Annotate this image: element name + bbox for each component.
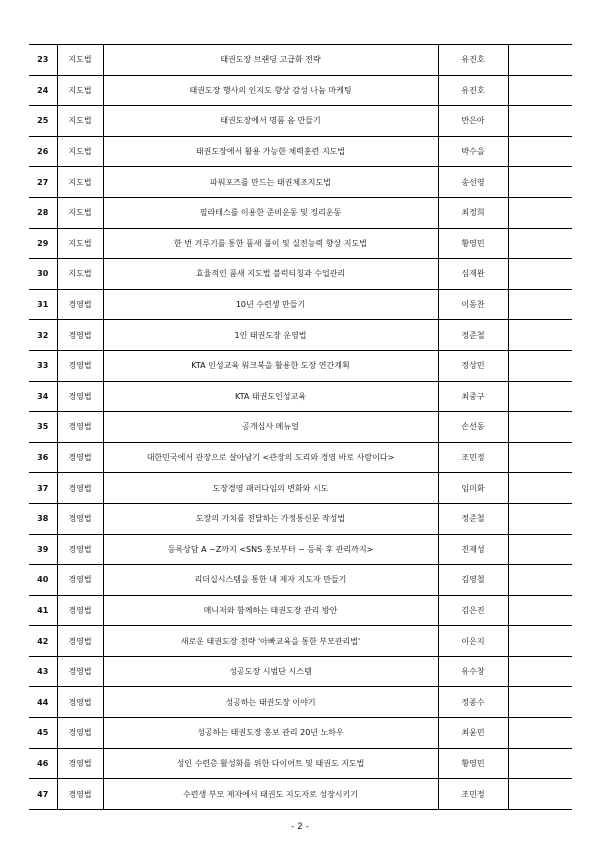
row-category: 경영법 — [57, 626, 103, 657]
row-category: 경영법 — [57, 748, 103, 779]
row-title: 공개심사 메뉴얼 — [103, 412, 438, 443]
row-number: 34 — [29, 381, 57, 412]
row-number: 38 — [29, 503, 57, 534]
table-row — [29, 320, 572, 351]
row-empty-cell — [508, 565, 572, 596]
row-author: 이은지 — [438, 626, 508, 657]
row-number: 32 — [29, 320, 57, 351]
row-category: 경영법 — [57, 381, 103, 412]
row-number: 40 — [29, 565, 57, 596]
table-row — [29, 534, 572, 565]
row-empty-cell — [508, 534, 572, 565]
row-number: 47 — [29, 779, 57, 810]
row-empty-cell — [508, 656, 572, 687]
table-row — [29, 687, 572, 718]
row-author: 최정희 — [438, 197, 508, 228]
row-number: 46 — [29, 748, 57, 779]
table-row — [29, 503, 572, 534]
row-empty-cell — [508, 381, 572, 412]
row-category: 경영법 — [57, 320, 103, 351]
row-author: 송선영 — [438, 167, 508, 198]
row-title: 성인 수련층 활성화를 위한 다이어트 및 태권도 지도법 — [103, 748, 438, 779]
row-empty-cell — [508, 503, 572, 534]
row-author: 황영민 — [438, 228, 508, 259]
row-title: KTA 인성교육 워크북을 활용한 도장 연간계획 — [103, 350, 438, 381]
row-category: 경영법 — [57, 503, 103, 534]
row-number: 35 — [29, 412, 57, 443]
row-title: 매니저와 함께하는 태권도장 관리 방안 — [103, 595, 438, 626]
row-number: 45 — [29, 718, 57, 749]
row-author: 정준철 — [438, 503, 508, 534]
row-category: 경영법 — [57, 779, 103, 810]
row-number: 44 — [29, 687, 57, 718]
row-empty-cell — [508, 106, 572, 137]
row-number: 33 — [29, 350, 57, 381]
table-row — [29, 779, 572, 810]
row-number: 41 — [29, 595, 57, 626]
row-empty-cell — [508, 595, 572, 626]
table-row — [29, 167, 572, 198]
row-author: 김은진 — [438, 595, 508, 626]
row-author: 유진호 — [438, 45, 508, 76]
row-category: 지도법 — [57, 197, 103, 228]
row-empty-cell — [508, 718, 572, 749]
row-title: KTA 태권도인성교육 — [103, 381, 438, 412]
row-title: 도장경영 패러다임의 변화와 시도 — [103, 473, 438, 504]
row-number: 29 — [29, 228, 57, 259]
row-empty-cell — [508, 289, 572, 320]
row-number: 25 — [29, 106, 57, 137]
table-row — [29, 197, 572, 228]
table-row — [29, 106, 572, 137]
row-title: 성공도장 시범단 시스템 — [103, 656, 438, 687]
row-empty-cell — [508, 228, 572, 259]
row-author: 황영민 — [438, 748, 508, 779]
table-row — [29, 656, 572, 687]
row-number: 28 — [29, 197, 57, 228]
row-author: 이동찬 — [438, 289, 508, 320]
row-category: 지도법 — [57, 136, 103, 167]
table-row — [29, 473, 572, 504]
row-number: 43 — [29, 656, 57, 687]
row-category: 경영법 — [57, 534, 103, 565]
table-row — [29, 595, 572, 626]
row-title: 성공하는 태권도장 홍보 관리 20년 노하우 — [103, 718, 438, 749]
row-title: 등록상담 A ~Z까지 <SNS 홍보부터 ~ 등록 후 관리까지> — [103, 534, 438, 565]
table-row — [29, 136, 572, 167]
row-author: 임미화 — [438, 473, 508, 504]
row-category: 경영법 — [57, 687, 103, 718]
curriculum-table — [29, 44, 572, 810]
row-author: 손선동 — [438, 412, 508, 443]
row-title: 태권도장에서 활용 가능한 체력훈련 지도법 — [103, 136, 438, 167]
row-title: 10년 수련생 만들기 — [103, 289, 438, 320]
table-row — [29, 748, 572, 779]
table-row — [29, 381, 572, 412]
row-category: 경영법 — [57, 442, 103, 473]
row-title: 태권도장 브랜딩 고급화 전략 — [103, 45, 438, 76]
row-author: 유수창 — [438, 656, 508, 687]
table-row — [29, 259, 572, 290]
row-title: 1인 태권도장 운영법 — [103, 320, 438, 351]
table-row — [29, 718, 572, 749]
row-category: 지도법 — [57, 45, 103, 76]
row-empty-cell — [508, 45, 572, 76]
row-author: 심재완 — [438, 259, 508, 290]
table-body — [29, 45, 572, 810]
table-row — [29, 45, 572, 76]
row-number: 31 — [29, 289, 57, 320]
row-number: 37 — [29, 473, 57, 504]
row-title: 태권도장에서 명품 옴 만들기 — [103, 106, 438, 137]
row-empty-cell — [508, 167, 572, 198]
row-empty-cell — [508, 626, 572, 657]
row-number: 30 — [29, 259, 57, 290]
row-title: 리더십시스템을 통한 내 제자 지도자 만들기 — [103, 565, 438, 596]
row-category: 지도법 — [57, 75, 103, 106]
row-title: 새로운 태권도장 전략 '아빠교육을 통한 부모관리법' — [103, 626, 438, 657]
table-row — [29, 289, 572, 320]
row-empty-cell — [508, 320, 572, 351]
table-row — [29, 626, 572, 657]
row-author: 정상민 — [438, 350, 508, 381]
row-author: 최윤민 — [438, 718, 508, 749]
row-title: 효율적인 품새 지도법 블럭티칭과 수업관리 — [103, 259, 438, 290]
row-category: 경영법 — [57, 473, 103, 504]
row-author: 조민정 — [438, 442, 508, 473]
row-author: 최중구 — [438, 381, 508, 412]
table-row — [29, 350, 572, 381]
page-number: - 2 - — [291, 822, 309, 832]
row-number: 24 — [29, 75, 57, 106]
row-empty-cell — [508, 442, 572, 473]
row-number: 42 — [29, 626, 57, 657]
row-empty-cell — [508, 473, 572, 504]
table-row — [29, 442, 572, 473]
row-author: 조민정 — [438, 779, 508, 810]
row-title: 한 번 겨루기를 통한 품새 풀이 및 실전능력 향상 지도법 — [103, 228, 438, 259]
row-title: 파워포즈를 만드는 태권체조지도법 — [103, 167, 438, 198]
row-number: 26 — [29, 136, 57, 167]
row-title: 태권도장 행사의 인지도 향상 감성 나눔 마케팅 — [103, 75, 438, 106]
row-number: 39 — [29, 534, 57, 565]
row-number: 36 — [29, 442, 57, 473]
row-author: 진재성 — [438, 534, 508, 565]
row-title: 수련생 부모 제자에서 태권도 지도자로 성장시키기 — [103, 779, 438, 810]
row-author: 정준철 — [438, 320, 508, 351]
row-number: 23 — [29, 45, 57, 76]
row-empty-cell — [508, 259, 572, 290]
row-category: 경영법 — [57, 289, 103, 320]
row-author: 유진호 — [438, 75, 508, 106]
row-empty-cell — [508, 197, 572, 228]
row-category: 지도법 — [57, 259, 103, 290]
row-category: 지도법 — [57, 228, 103, 259]
table-row — [29, 565, 572, 596]
row-author: 반은아 — [438, 106, 508, 137]
row-empty-cell — [508, 779, 572, 810]
row-empty-cell — [508, 748, 572, 779]
row-author: 박수을 — [438, 136, 508, 167]
table-row — [29, 412, 572, 443]
row-category: 경영법 — [57, 565, 103, 596]
row-category: 경영법 — [57, 595, 103, 626]
row-empty-cell — [508, 412, 572, 443]
row-empty-cell — [508, 75, 572, 106]
row-empty-cell — [508, 350, 572, 381]
row-title: 대한민국에서 관장으로 살아남기 <관장의 도리와 경영 바로 사람이다> — [103, 442, 438, 473]
row-author: 정종수 — [438, 687, 508, 718]
row-author: 김영철 — [438, 565, 508, 596]
row-category: 경영법 — [57, 412, 103, 443]
row-empty-cell — [508, 136, 572, 167]
row-category: 경영법 — [57, 656, 103, 687]
row-title: 도장의 가치를 전달하는 가정통신문 작성법 — [103, 503, 438, 534]
row-title: 필라테스를 이용한 준비운동 및 정리운동 — [103, 197, 438, 228]
row-category: 지도법 — [57, 106, 103, 137]
row-category: 경영법 — [57, 350, 103, 381]
row-empty-cell — [508, 687, 572, 718]
table-row — [29, 75, 572, 106]
row-number: 27 — [29, 167, 57, 198]
row-category: 지도법 — [57, 167, 103, 198]
row-title: 성공하는 태권도장 이야기 — [103, 687, 438, 718]
table-row — [29, 228, 572, 259]
row-category: 경영법 — [57, 718, 103, 749]
